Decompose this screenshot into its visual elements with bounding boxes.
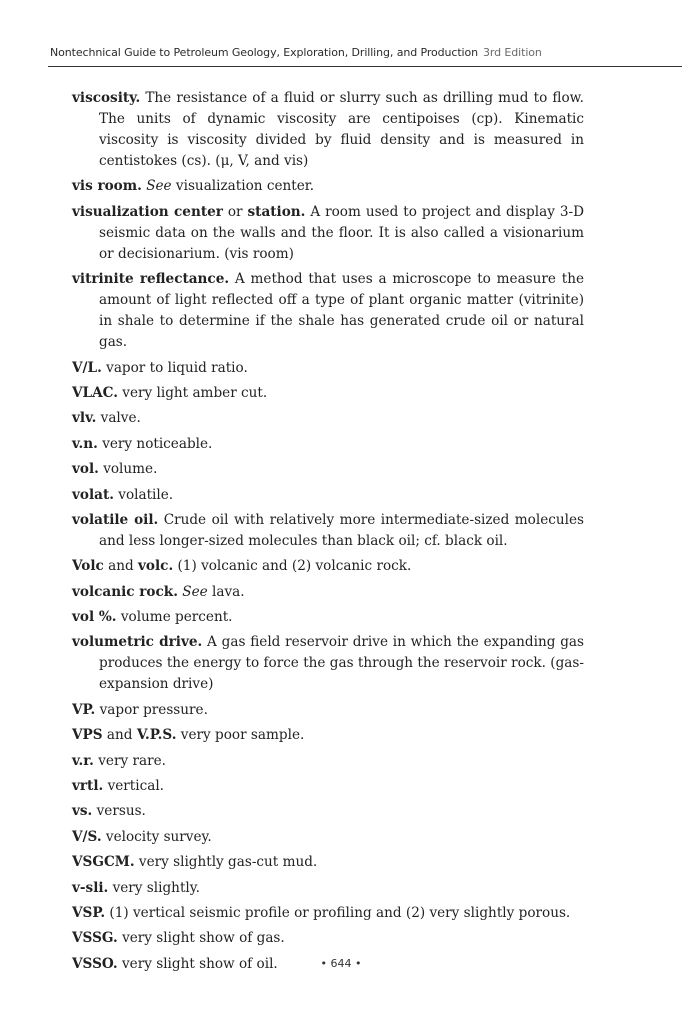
entry-definition: A room used to project and display 3-D seismic data on the walls and the floor. It is also called a visionarium or decisionarium. (vis room) bbox=[99, 203, 584, 262]
entry-definition: very poor sample. bbox=[176, 727, 305, 744]
entry-definition: volume percent. bbox=[116, 609, 233, 626]
entry-definition: volume. bbox=[98, 461, 158, 478]
edition-label: 3rd Edition bbox=[483, 46, 542, 59]
entry-term: visualization center bbox=[72, 203, 223, 220]
glossary-entry bbox=[72, 485, 584, 506]
entry-term: VLAC. bbox=[72, 384, 118, 401]
glossary-entry bbox=[72, 88, 584, 172]
entry-definition: and bbox=[103, 558, 139, 575]
entry-definition: vapor to liquid ratio. bbox=[101, 359, 248, 376]
glossary-entry bbox=[72, 556, 584, 577]
glossary-entry bbox=[72, 383, 584, 404]
entry-term: volat. bbox=[72, 486, 114, 503]
glossary-entry bbox=[72, 408, 584, 429]
entry-term: vitrinite reflectance. bbox=[72, 271, 230, 288]
entry-definition: The resistance of a fluid or slurry such as drilling mud to flow. The units of dynamic viscosity are centipoises (cp). Kinematic viscosity is viscosity divided by fluid density and is measured in centistokes (cs). (μ, V, and vis) bbox=[99, 90, 584, 169]
entry-definition: very rare. bbox=[93, 752, 166, 769]
entry-definition: very light amber cut. bbox=[117, 384, 268, 401]
entry-term: vol. bbox=[72, 461, 99, 478]
page-number: • 644 • bbox=[320, 957, 362, 970]
entry-term: v.n. bbox=[72, 435, 98, 452]
entry-term: Volc bbox=[72, 558, 104, 575]
entry-term: V/L. bbox=[72, 359, 102, 376]
entry-term: volumetric drive. bbox=[72, 634, 203, 651]
glossary-entry bbox=[72, 269, 584, 353]
entry-term: V/S. bbox=[72, 828, 102, 845]
entry-definition: very slight show of gas. bbox=[117, 930, 285, 947]
glossary-entry bbox=[72, 852, 584, 873]
entry-definition: versus. bbox=[92, 803, 146, 820]
glossary-entry bbox=[72, 202, 584, 265]
glossary-entry bbox=[72, 903, 584, 924]
glossary-entry bbox=[72, 510, 584, 552]
entry-definition: (1) vertical seismic profile or profiling and (2) very slightly porous. bbox=[105, 904, 571, 921]
entry-definition: and bbox=[102, 727, 137, 744]
entry-term: vs. bbox=[72, 803, 93, 820]
entry-definition: vapor pressure. bbox=[95, 701, 208, 718]
glossary-entry bbox=[72, 878, 584, 899]
glossary-entry bbox=[72, 827, 584, 848]
glossary-entry bbox=[72, 632, 584, 695]
header-rule bbox=[48, 66, 682, 67]
glossary-entry bbox=[72, 358, 584, 379]
entry-term: vol %. bbox=[72, 609, 117, 626]
entry-term: VPS bbox=[72, 727, 103, 744]
entry-term: vis room. bbox=[72, 178, 142, 195]
entry-term: volc. bbox=[138, 558, 174, 575]
entry-term: VSSG. bbox=[72, 930, 118, 947]
entry-definition: or bbox=[222, 203, 248, 220]
glossary-entry bbox=[72, 607, 584, 628]
entry-definition: lava. bbox=[207, 583, 245, 600]
glossary-entry bbox=[72, 725, 584, 746]
entry-definition: very slightly gas-cut mud. bbox=[134, 854, 318, 871]
entry-term: v-sli. bbox=[72, 879, 109, 896]
entry-term: volcanic rock. bbox=[72, 583, 178, 600]
entry-term: station. bbox=[247, 203, 306, 220]
glossary-entry bbox=[72, 582, 584, 603]
entry-definition: Crude oil with relatively more intermediate-sized molecules and less longer-sized molecules than black oil; cf. black oil. bbox=[99, 511, 584, 549]
entry-definition: very noticeable. bbox=[97, 435, 213, 452]
glossary-entry bbox=[72, 776, 584, 797]
glossary-entry bbox=[72, 928, 584, 949]
entry-definition: volatile. bbox=[113, 486, 174, 503]
entry-term: VSP. bbox=[72, 904, 106, 921]
book-title: Nontechnical Guide to Petroleum Geology, Exploration, Drilling, and Production bbox=[50, 46, 479, 59]
glossary-entry bbox=[72, 751, 584, 772]
entry-term: v.r. bbox=[72, 752, 94, 769]
running-head bbox=[50, 46, 620, 59]
entry-definition: vertical. bbox=[103, 778, 164, 795]
entry-term: V.P.S. bbox=[136, 727, 177, 744]
entry-definition: very slightly. bbox=[108, 879, 200, 896]
entry-definition: A gas field reservoir drive in which the expanding gas produces the energy to force the gas through the reservoir rock. (gas-expansion drive) bbox=[99, 634, 584, 693]
entry-term: VSGCM. bbox=[72, 854, 135, 871]
glossary-entry bbox=[72, 176, 584, 197]
entry-definition: visualization center. bbox=[171, 178, 315, 195]
entry-definition: (1) volcanic and (2) volcanic rock. bbox=[173, 558, 412, 575]
entry-definition: very slight show of oil. bbox=[117, 955, 278, 972]
entry-term: VP. bbox=[72, 701, 96, 718]
glossary-entry bbox=[72, 801, 584, 822]
entry-term: viscosity. bbox=[72, 90, 141, 106]
glossary-entry bbox=[72, 434, 584, 455]
entry-term: VSSO. bbox=[72, 955, 118, 972]
glossary-entry bbox=[72, 700, 584, 721]
entry-definition: A method that uses a microscope to measure the amount of light reflected off a type of plant organic matter (vitrinite) in shale to determine if the shale has generated crude oil or natural gas. bbox=[99, 271, 585, 351]
glossary-entries bbox=[72, 88, 584, 979]
entry-term: vrtl. bbox=[72, 778, 104, 795]
cross-reference: See bbox=[182, 583, 208, 600]
entry-term: vlv. bbox=[72, 410, 97, 427]
entry-definition: valve. bbox=[96, 410, 141, 427]
glossary-entry bbox=[72, 459, 584, 480]
entry-definition: velocity survey. bbox=[101, 828, 212, 845]
entry-term: volatile oil. bbox=[72, 511, 159, 528]
cross-reference: See bbox=[146, 178, 172, 195]
